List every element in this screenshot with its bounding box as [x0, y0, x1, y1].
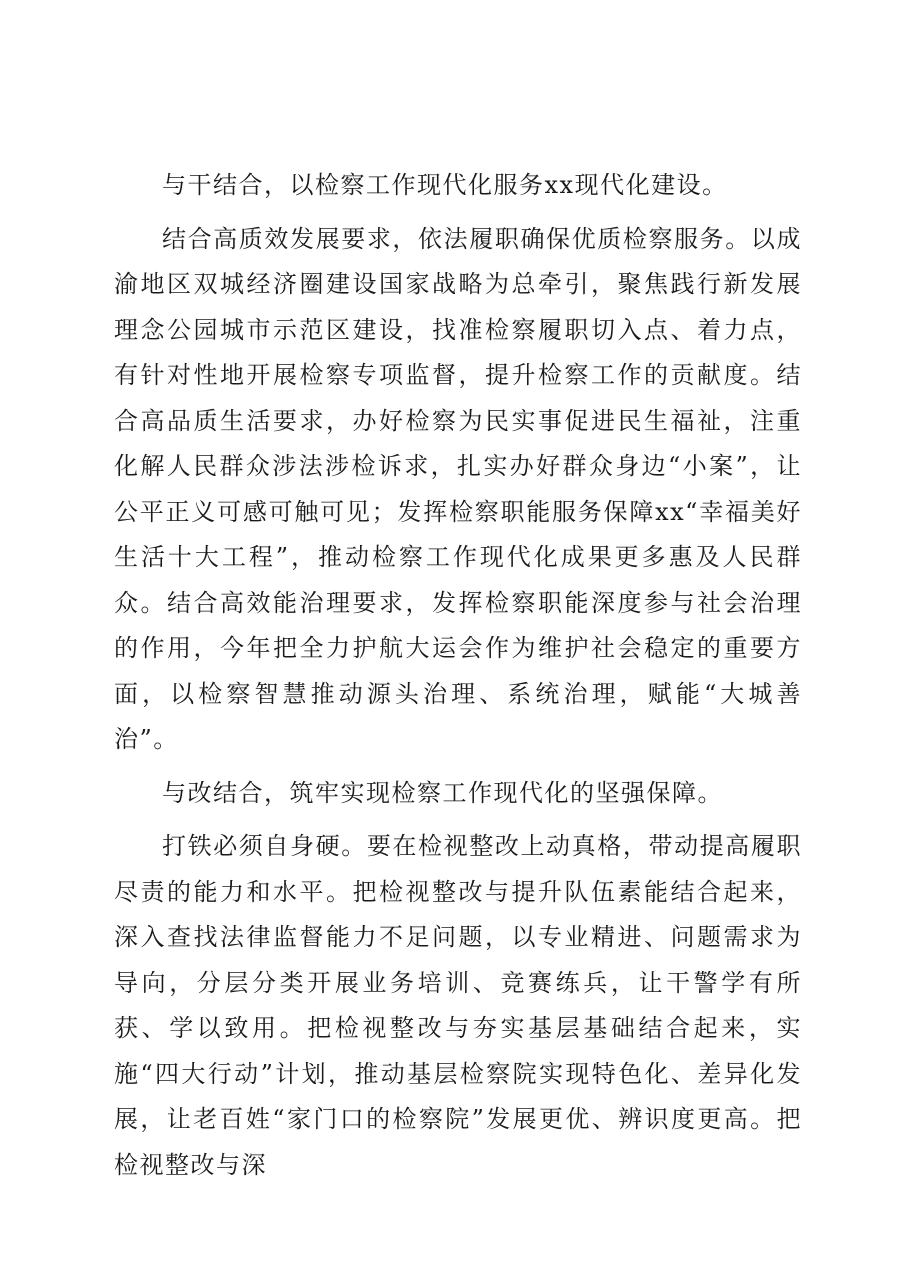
paragraph-high-quality-development: 结合高质效发展要求，依法履职确保优质检察服务。以成渝地区双城经济圈建设国家战略为总牵引，聚焦践行新发展理念公园城市示范区建设，找准检察履职切入点、着力点，有针对性地开展检察专项监督，提升检察工作的贡献度。结合高品质生活要求，办好检察为民实事促进民生福祉，注重化解人民群众涉法涉检诉求，扎实办好群众身边“小案”，让公平正义可感可触可见；发挥检察职能服务保障xx“幸福美好生活十大工程”，推动检察工作现代化成果更多惠及人民群众。结合高效能治理要求，发挥检察职能深度参与社会治理的作用，今年把全力护航大运会作为维护社会稳定的重要方面，以检察智慧推动源头治理、系统治理，赋能“大城善治”。 — [114, 224, 802, 753]
document-body — [114, 163, 802, 1196]
section-heading-gan: 与干结合，以检察工作现代化服务xx现代化建设。 — [162, 171, 728, 199]
section-heading-gai: 与改结合，筑牢实现检察工作现代化的坚强保障。 — [162, 778, 723, 807]
paragraph-self-improvement: 打铁必须自身硬。要在检视整改上动真格，带动提高履职尽责的能力和水平。把检视整改与提升队伍素能结合起来，深入查找法律监督能力不足问题，以专业精进、问题需求为导向，分层分类开展业务培训、竞赛练兵，让干警学有所获、学以致用。把检视整改与夯实基层基础结合起来，实施“四大行动”计划，推动基层检察院实现特色化、差异化发展，让老百姓“家门口的检察院”发展更优、辨识度更高。把检视整改与深 — [114, 832, 802, 1179]
